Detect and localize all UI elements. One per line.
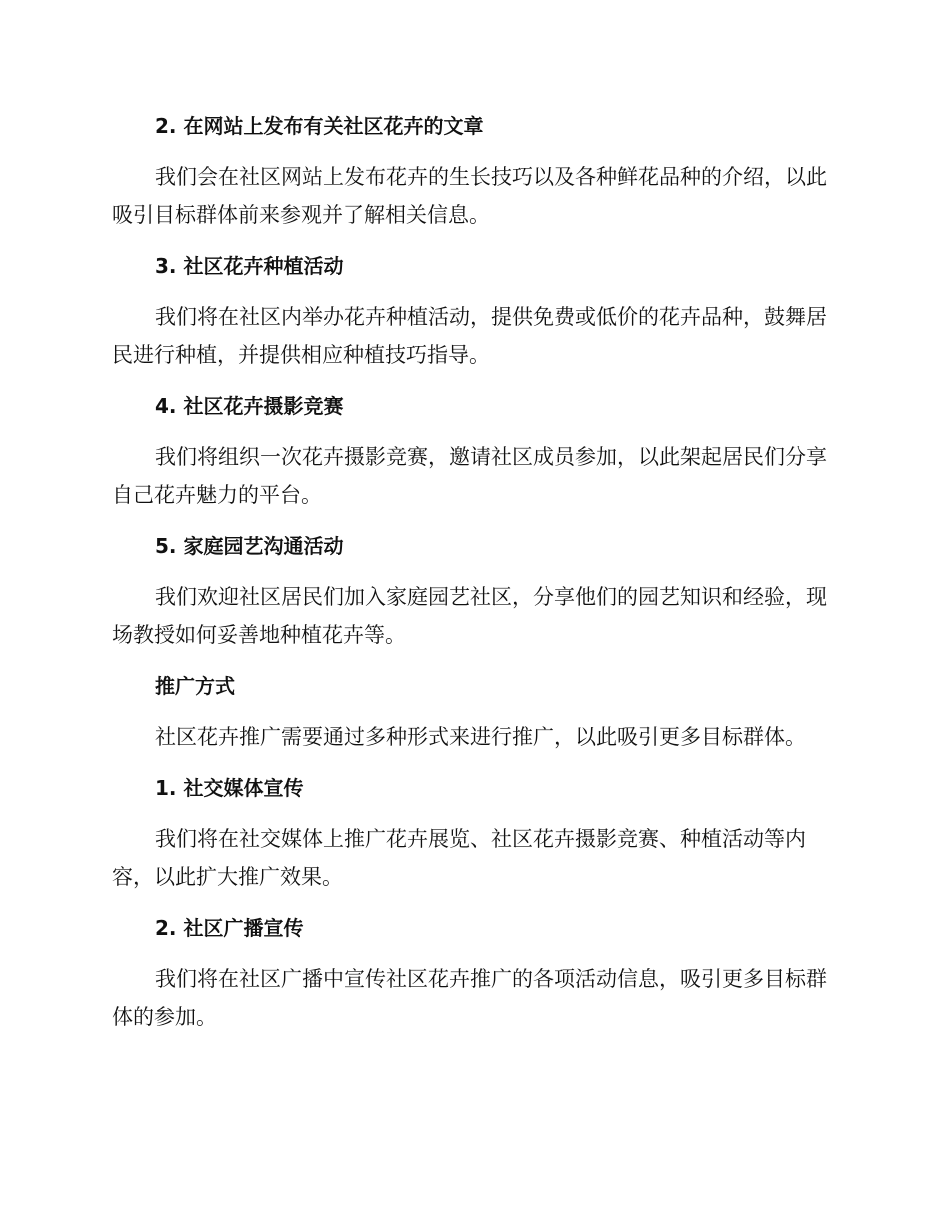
section-heading-community-broadcast: 2. 社区广播宣传	[155, 916, 304, 940]
section-heading-gardening-exchange: 5. 家庭园艺沟通活动	[155, 534, 344, 558]
section-heading-social-media: 1. 社交媒体宣传	[155, 776, 304, 800]
document-body	[112, 108, 836, 1050]
paragraph-photo-contest: 我们将组织一次花卉摄影竞赛，邀请社区成员参加，以此架起居民们分享自己花卉魅力的平台。	[112, 445, 827, 507]
paragraph-planting-activity: 我们将在社区内举办花卉种植活动，提供免费或低价的花卉品种，鼓舞居民进行种植，并提供相应种植技巧指导。	[112, 305, 827, 367]
section-heading-photo-contest: 4. 社区花卉摄影竞赛	[155, 394, 344, 418]
paragraph-social-media: 我们将在社交媒体上推广花卉展览、社区花卉摄影竞赛、种植活动等内容，以此扩大推广效果。	[112, 827, 806, 889]
section-heading-planting-activity: 3. 社区花卉种植活动	[155, 254, 344, 278]
paragraph-website-articles: 我们会在社区网站上发布花卉的生长技巧以及各种鲜花品种的介绍，以此吸引目标群体前来参观并了解相关信息。	[112, 165, 827, 227]
paragraph-promotion-methods: 社区花卉推广需要通过多种形式来进行推广，以此吸引更多目标群体。	[155, 725, 806, 749]
section-heading-promotion-methods: 推广方式	[155, 674, 235, 698]
paragraph-community-broadcast: 我们将在社区广播中宣传社区花卉推广的各项活动信息，吸引更多目标群体的参加。	[112, 967, 827, 1029]
section-heading-website-articles: 2. 在网站上发布有关社区花卉的文章	[155, 114, 484, 138]
paragraph-gardening-exchange: 我们欢迎社区居民们加入家庭园艺社区，分享他们的园艺知识和经验，现场教授如何妥善地种植花卉等。	[112, 585, 827, 647]
